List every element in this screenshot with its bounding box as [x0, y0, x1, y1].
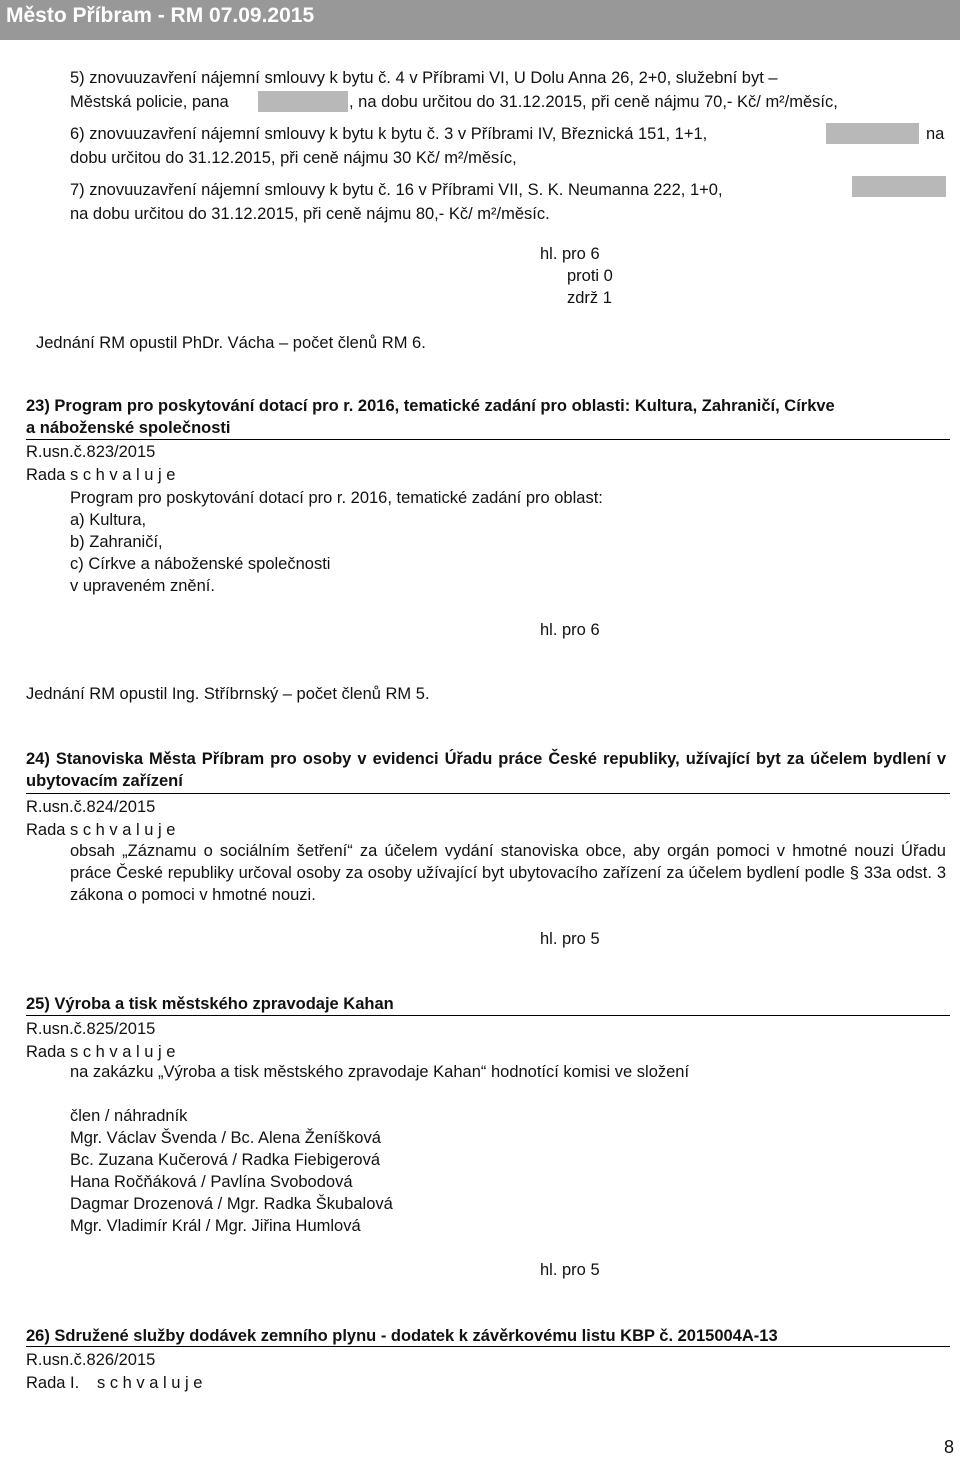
vote-for: hl. pro 5 [540, 1261, 600, 1279]
list-item: c) Církve a náboženské společnosti [70, 555, 331, 573]
list-item: a) Kultura, [70, 511, 147, 529]
approves-label: s c h v a l u j e [70, 466, 176, 484]
document-header-bar [0, 0, 960, 40]
council-label: Rada [26, 1043, 66, 1061]
item5-line1: 5) znovuuzavření nájemní smlouvy k bytu č. 4 v Příbrami VI, U Dolu Anna 26, 2+0, služební byt – [70, 69, 778, 87]
resolution-text: na zakázku „Výroba a tisk městského zpravodaje Kahan“ hodnotící komisi ve složení [70, 1063, 690, 1081]
redacted-name [852, 176, 946, 197]
resolution-number: R.usn.č.826/2015 [26, 1351, 156, 1369]
resolution-number: R.usn.č.823/2015 [26, 443, 156, 461]
resolution-text: obsah „Záznamu o sociálním šetření“ za účelem vydání stanoviska obce, aby orgán pomoci v hmotné nouzi Úřadu práce České republiky určoval osoby za osoby užívající byt ubytovacího zařízení za účelem bydlení podle § 33a odst. 3 zákona o pomoci v hmotné nouzi. [70, 842, 946, 904]
item5-line2b: , na dobu určitou do 31.12.2015, při ceně nájmu 70,- Kč/ m²/měsíc, [349, 93, 838, 111]
vote-for: hl. pro 5 [540, 930, 600, 948]
council-label: Rada [26, 821, 66, 839]
redacted-name [826, 123, 919, 144]
vote-for: hl. pro 6 [540, 245, 600, 263]
list-item: Mgr. Václav Švenda / Bc. Alena Ženíšková [70, 1129, 381, 1147]
resolution-number: R.usn.č.824/2015 [26, 798, 156, 816]
list-item: Dagmar Drozenová / Mgr. Radka Škubalová [70, 1195, 393, 1213]
item6-line2: dobu určitou do 31.12.2015, při ceně nájmu 30 Kč/ m²/měsíc, [70, 149, 517, 167]
vote-abstain: zdrž 1 [567, 289, 612, 307]
list-item: Hana Ročňáková / Pavlína Svobodová [70, 1173, 353, 1191]
item7-line2: na dobu určitou do 31.12.2015, při ceně nájmu 80,- Kč/ m²/měsíc. [70, 205, 550, 223]
section-rule [26, 1346, 950, 1347]
item5-line2a: Městská policie, pana [70, 93, 229, 111]
council-label: Rada [26, 1374, 66, 1392]
page-number: 8 [943, 1437, 954, 1457]
resolution-text-end: v upraveném znění. [70, 577, 215, 595]
list-item: člen / náhradník [70, 1107, 188, 1125]
approves-label: s c h v a l u j e [70, 1043, 176, 1061]
item7-line1: 7) znovuuzavření nájemní smlouvy k bytu č. 16 v Příbrami VII, S. K. Neumanna 222, 1+0, [70, 181, 723, 199]
list-item: b) Zahraničí, [70, 533, 163, 551]
list-item: Bc. Zuzana Kučerová / Radka Fiebigerová [70, 1151, 380, 1169]
attendance-note: Jednání RM opustil Ing. Stříbrnský – počet členů RM 5. [26, 685, 430, 703]
section26-heading: 26) Sdružené služby dodávek zemního plynu - dodatek k závěrkovému listu KBP č. 2015004A-13 [26, 1327, 778, 1345]
part-number: I. [70, 1374, 80, 1392]
section-rule [26, 793, 950, 794]
attendance-note: Jednání RM opustil PhDr. Vácha – počet členů RM 6. [36, 334, 426, 352]
section23-heading: 23) Program pro poskytování dotací pro r. 2016, tematické zadání pro oblasti: Kultura, Zahraničí, Církve [26, 397, 835, 415]
document-title: Město Příbram - RM 07.09.2015 [6, 4, 315, 27]
item6-line1: 6) znovuuzavření nájemní smlouvy k bytu k bytu č. 3 v Příbrami IV, Březnická 151, 1+1, [70, 125, 708, 143]
council-label: Rada [26, 466, 66, 484]
redacted-name [258, 91, 348, 112]
section-rule [26, 1015, 950, 1016]
section-rule [26, 439, 950, 440]
section25-heading: 25) Výroba a tisk městského zpravodaje Kahan [26, 995, 394, 1013]
approves-label: s c h v a l u j e [70, 821, 176, 839]
item6-line1-end: na [926, 125, 945, 143]
section24-heading: 24) Stanoviska Města Příbram pro osoby v evidenci Úřadu práce České republiky, užívající byt za účelem bydlení v ubytovacím zařízení [26, 750, 946, 790]
section23-heading-cont: a náboženské společnosti [26, 419, 231, 437]
vote-for: hl. pro 6 [540, 621, 600, 639]
resolution-number: R.usn.č.825/2015 [26, 1020, 156, 1038]
resolution-text: Program pro poskytování dotací pro r. 2016, tematické zadání pro oblast: [70, 489, 603, 507]
vote-against: proti 0 [567, 267, 613, 285]
list-item: Mgr. Vladimír Král / Mgr. Jiřina Humlová [70, 1217, 361, 1235]
approves-label: s c h v a l u j e [97, 1374, 203, 1392]
